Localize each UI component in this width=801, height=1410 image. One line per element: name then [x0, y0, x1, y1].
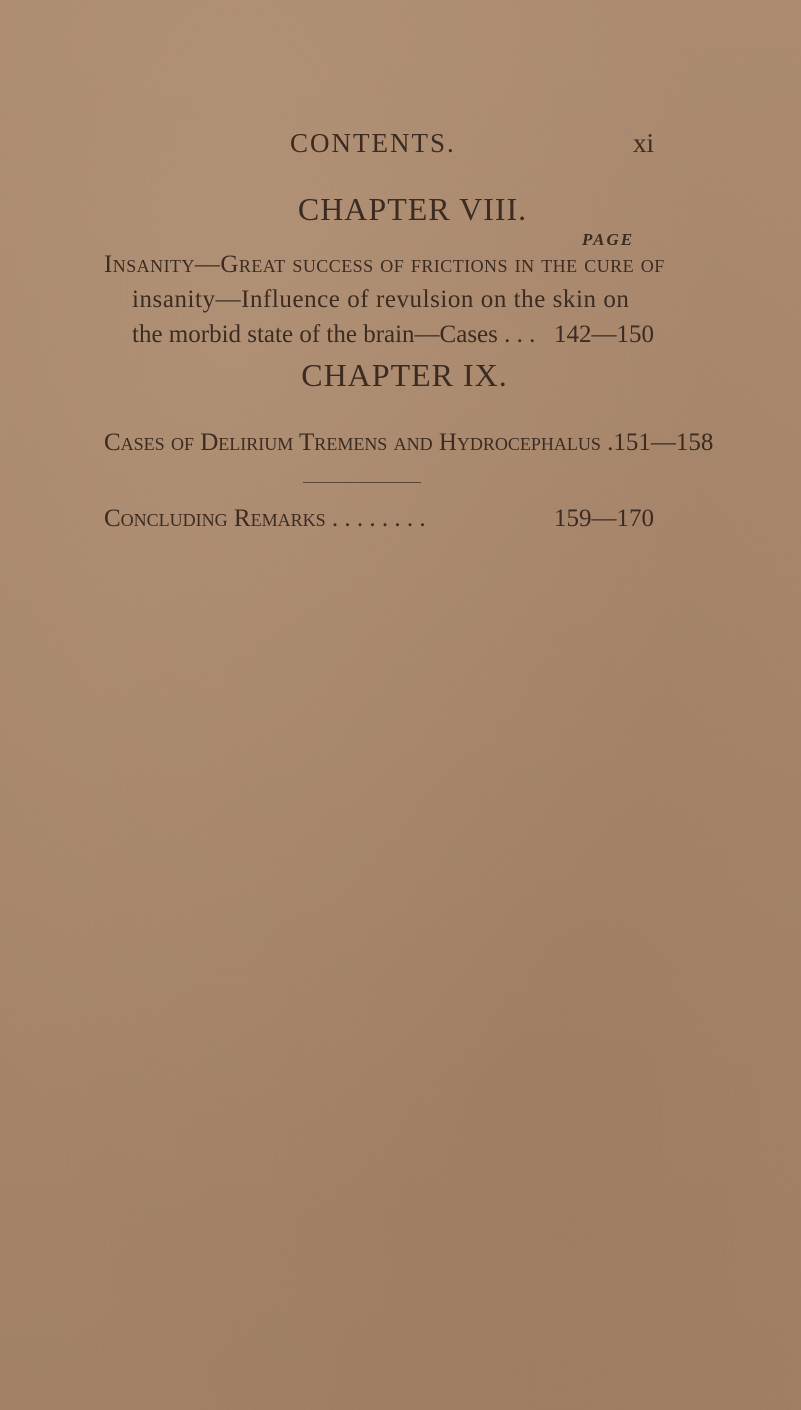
toc-entry-pages: 159—170 [554, 505, 654, 532]
toc-entry-pages: 142—150 [554, 321, 654, 348]
toc-entry-text: Concluding Remarks . . . . . . . . [104, 505, 426, 532]
toc-entry-line [132, 321, 654, 349]
running-title: CONTENTS. [290, 128, 456, 158]
chapter-heading: CHAPTER VIII. [297, 191, 528, 227]
toc-entry [104, 505, 654, 533]
toc-entry-pages: 151—158 [613, 429, 714, 456]
running-head [290, 128, 654, 159]
toc-entry-text: Cases of Delirium Tremens and Hydrocephalus . [104, 429, 614, 456]
toc-entry [104, 429, 714, 457]
toc-entry-line: Insanity—Great success of frictions in the cure of [104, 251, 665, 278]
toc-entry-text: the morbid state of the brain—Cases . . . [132, 321, 536, 348]
chapter-heading: CHAPTER IX. [301, 357, 508, 393]
toc-entry-line: insanity—Influence of revulsion on the skin on [132, 286, 630, 313]
page-column-label: PAGE [582, 230, 635, 249]
page-number: xi [632, 128, 654, 158]
section-divider [303, 482, 421, 483]
